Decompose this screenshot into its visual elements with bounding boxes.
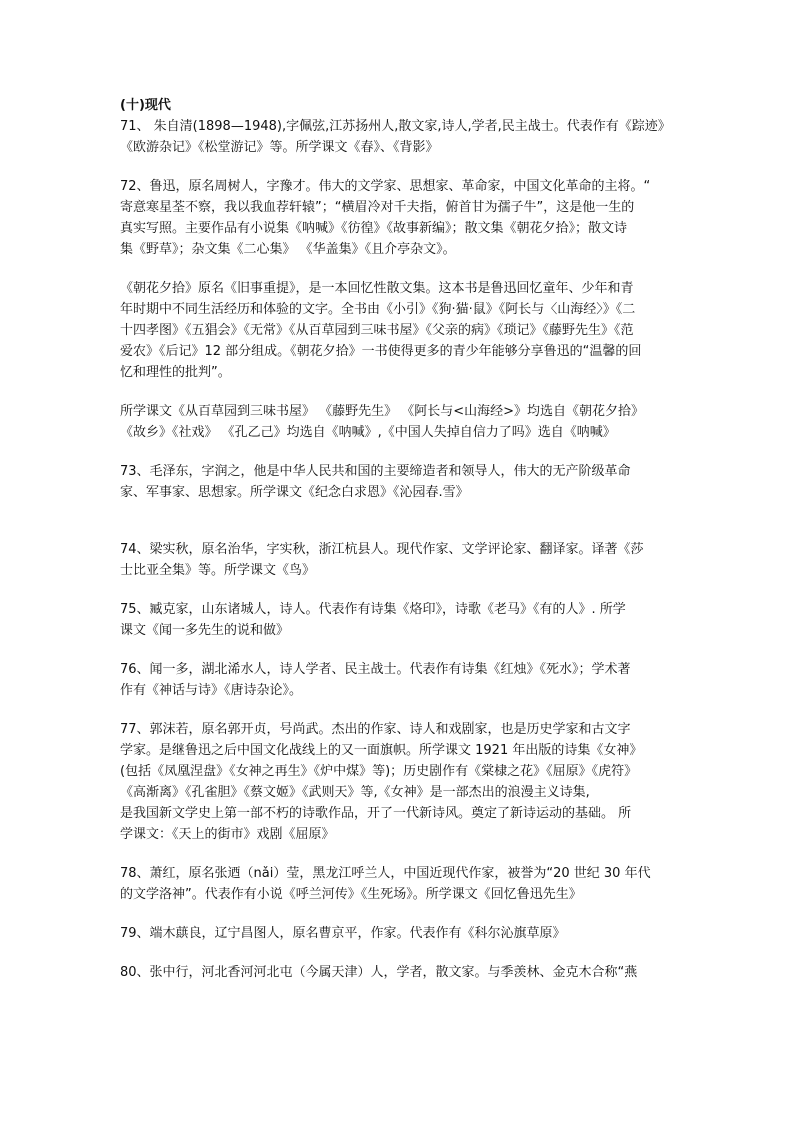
text-line: 爱农》《后记》12 部分组成。《朝花夕拾》一书使得更多的青少年能够分享鲁迅的“温馨的回 xyxy=(120,344,642,359)
paragraph xyxy=(120,539,690,581)
text-line: 72、鲁迅，原名周树人，字豫才。伟大的文学家、思想家、革命家，中国文化革命的主将。“ xyxy=(120,179,651,194)
text-line: 76、闻一多，湖北浠水人，诗人学者、民主战士。代表作有诗集《红烛》《死水》；学术著 xyxy=(120,662,631,677)
paragraph xyxy=(120,599,690,641)
text-line: 77、郭沫若，原名郭开贞，号尚武。杰出的作家、诗人和戏剧家，也是历史学家和古文字 xyxy=(120,722,631,737)
text-line: 学课文：《天上的街市》戏剧《屈原》 xyxy=(120,827,335,842)
text-line: 71、 朱自清(1898—1948),字佩弦,江苏扬州人,散文家,诗人,学者,民主战士。代表作有《踪迹》 xyxy=(120,119,671,134)
paragraph xyxy=(120,863,690,905)
text-line: 78、萧红，原名张迺（nǎi）莹，黑龙江呼兰人，中国近现代作家，被誉为“20 世纪 30 年代 xyxy=(120,866,651,881)
text-line: 《朝花夕拾》原名《旧事重提》，是一本回忆性散文集。这本书是鲁迅回忆童年、少年和青 xyxy=(120,281,634,296)
text-line: 集《野草》；杂文集《二心集》 《华盖集》《且介亭杂文》。 xyxy=(120,242,456,257)
paragraph xyxy=(120,962,690,983)
paragraph-spacer xyxy=(120,503,690,539)
text-line: 家、军事家、思想家。所学课文《纪念白求恩》《沁园春.雪》 xyxy=(120,485,469,500)
text-line: 真实写照。主要作品有小说集《呐喊》《彷徨》《故事新编》；散文集《朝花夕拾》；散文诗 xyxy=(120,221,628,236)
section-title: (十)现代 xyxy=(120,98,171,113)
text-line: 80、张中行，河北香河河北屯（今属天津）人，学者，散文家。与季羡林、金克木合称“燕 xyxy=(120,965,638,980)
paragraph xyxy=(120,401,690,443)
paragraph-spacer xyxy=(120,905,690,923)
text-line: 年时期中不同生活经历和体验的文字。全书由《小引》《狗·猫·鼠》《阿长与〈山海经〉》《二 xyxy=(120,302,636,317)
paragraph-spacer xyxy=(120,701,690,719)
document-body xyxy=(120,116,690,983)
text-line: 《高渐离》《孔雀胆》《蔡文姬》《武则天》等,《女神》是一部杰出的浪漫主义诗集, xyxy=(120,785,590,800)
paragraph-spacer xyxy=(120,944,690,962)
text-line: 《故乡》《社戏》 《孔乙己》均选自《呐喊》,《中国人失掉自信力了吗》选自《呐喊》 xyxy=(120,425,616,440)
document-page xyxy=(120,95,690,983)
text-line: 十四孝图》《五猖会》《无常》《从百草园到三味书屋》《父亲的病》《琐记》《藤野先生》《范 xyxy=(120,323,634,338)
text-line: 士比亚全集》等。所学课文《鸟》 xyxy=(120,563,316,578)
paragraph-spacer xyxy=(120,260,690,278)
text-line: 是我国新文学史上第一部不朽的诗歌作品，开了一代新诗风。奠定了新诗运动的基础。 所 xyxy=(120,806,632,821)
text-line: 寄意寒星荃不察，我以我血荐轩辕”；“横眉冷对千夫指，俯首甘为孺子牛”，这是他一生的 xyxy=(120,200,635,215)
paragraph-spacer xyxy=(120,641,690,659)
text-line: 73、毛泽东，字润之，他是中华人民共和国的主要缔造者和领导人，伟大的无产阶级革命 xyxy=(120,464,631,479)
text-line: 学家。是继鲁迅之后中国文化战线上的又一面旗帜。所学课文 1921 年出版的诗集《女神》 xyxy=(120,743,643,758)
paragraph-spacer xyxy=(120,845,690,863)
paragraph-spacer xyxy=(120,158,690,176)
text-line: 79、端木蕻良，辽宁昌图人，原名曹京平，作家。代表作有《科尔沁旗草原》 xyxy=(120,926,566,941)
text-line: (包括《凤凰涅盘》《女神之再生》《炉中煤》等)；历史剧作有《棠棣之花》《屈原》《虎符》 xyxy=(120,764,638,779)
paragraph xyxy=(120,659,690,701)
text-line: 作有《神话与诗》《唐诗杂论》。 xyxy=(120,683,303,698)
paragraph xyxy=(120,923,690,944)
text-line: 所学课文《从百草园到三味书屋》 《藤野先生》 《阿长与<山海经>》均选自《朝花夕拾》 xyxy=(120,404,645,419)
text-line: 忆和理性的批判”。 xyxy=(120,365,231,380)
paragraph xyxy=(120,176,690,260)
paragraph-spacer xyxy=(120,383,690,401)
text-line: 75、臧克家，山东诸城人，诗人。代表作有诗集《烙印》，诗歌《老马》《有的人》. 所学 xyxy=(120,602,626,617)
paragraph-spacer xyxy=(120,581,690,599)
text-line: 的文学洛神”。代表作有小说《呼兰河传》《生死场》。所学课文《回忆鲁迅先生》 xyxy=(120,887,582,902)
text-line: 74、梁实秋，原名治华，字实秋，浙江杭县人。现代作家、文学评论家、翻译家。译著《莎 xyxy=(120,542,644,557)
paragraph xyxy=(120,116,690,158)
paragraph xyxy=(120,719,690,845)
paragraph xyxy=(120,278,690,383)
text-line: 课文《闻一多先生的说和做》 xyxy=(120,623,290,638)
paragraph-spacer xyxy=(120,443,690,461)
text-line: 《欧游杂记》《松堂游记》等。所学课文《春》、《背影》 xyxy=(120,140,439,155)
paragraph xyxy=(120,461,690,503)
